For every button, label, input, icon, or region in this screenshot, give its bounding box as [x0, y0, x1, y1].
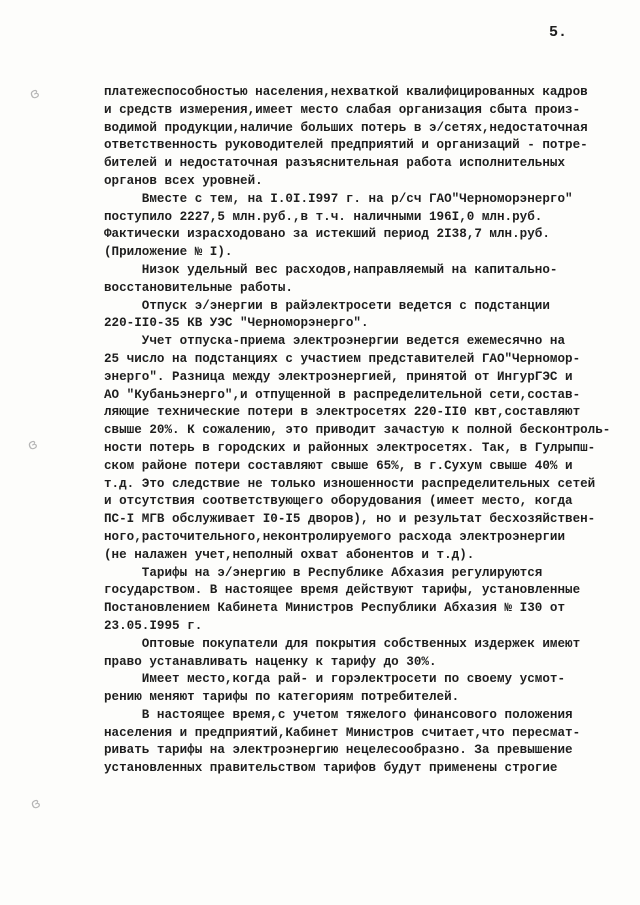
text-line: т.д. Это следствие не только изношенности распределительных сетей: [104, 476, 596, 491]
text-line: и отсутствия соответствующего оборудования (имеет место, когда: [104, 494, 573, 509]
text-line: 220-II0-35 КВ УЭС "Черноморэнерго".: [104, 316, 369, 331]
text-line: свыше 20%. К сожалению, это приводит зачастую к полной бесконтроль-: [104, 423, 611, 438]
text-line: 25 число на подстанциях с участием представителей ГАО"Черномор-: [104, 351, 581, 366]
text-line: восстановительные работы.: [104, 280, 293, 295]
text-line: ного,расточительного,неконтролируемого расхода электроэнергии: [104, 529, 566, 544]
body-text: [104, 84, 611, 778]
text-line: Имеет место,когда рай- и горэлектросети по своему усмот-: [104, 672, 566, 687]
text-line: 23.05.I995 г.: [104, 618, 203, 633]
text-line: Постановлением Кабинета Министров Республики Абхазия № I30 от: [104, 601, 566, 616]
text-line: ответственность руководителей предприятий и организаций - потре-: [104, 138, 588, 153]
page-number: 5.: [549, 24, 568, 41]
text-line: АО "Кубаньэнерго",и отпущенной в распределительной сети,состав-: [104, 387, 581, 402]
text-line: В настоящее время,с учетом тяжелого финансового положения: [104, 707, 573, 722]
text-line: ляющие технические потери в электросетях 220-II0 квт,составляют: [104, 405, 581, 420]
text-line: (Приложение № I).: [104, 245, 233, 260]
text-line: Низок удельный вес расходов,направляемый на капитально-: [104, 262, 558, 277]
margin-scribble: ɞ: [27, 84, 43, 104]
text-line: Тарифы на э/энергию в Республике Абхазия регулируются: [104, 565, 543, 580]
text-line: Вместе с тем, на I.0I.I997 г. на р/сч ГАО"Черноморэнерго": [104, 191, 573, 206]
text-line: рению меняют тарифы по категориям потребителей.: [104, 690, 460, 705]
text-line: ском районе потери составляют свыше 65%, в г.Сухум свыше 40% и: [104, 458, 573, 473]
text-line: энерго". Разница между электроэнергией, принятой от ИнгурГЭС и: [104, 369, 573, 384]
text-line: Фактически израсходовано за истекший период 2I38,7 млн.руб.: [104, 227, 550, 242]
text-line: и средств измерения,имеет место слабая организация сбыта произ-: [104, 102, 581, 117]
margin-scribble: ɞ: [25, 435, 41, 455]
text-line: ПС-I МГВ обслуживает I0-I5 дворов), но и результат бесхозяйствен-: [104, 512, 596, 527]
text-line: право устанавливать наценку к тарифу до 30%.: [104, 654, 437, 669]
text-line: водимой продукции,наличие больших потерь в э/сетях,недостаточная: [104, 120, 588, 135]
margin-scribble: ɞ: [28, 794, 44, 814]
text-line: (не налажен учет,неполный охват абонентов и т.д).: [104, 547, 475, 562]
text-line: установленных правительством тарифов будут применены строгие: [104, 761, 558, 776]
text-line: населения и предприятий,Кабинет Министров считает,что пересмат-: [104, 725, 581, 740]
text-line: поступило 2227,5 млн.руб.,в т.ч. наличными 196I,0 млн.руб.: [104, 209, 543, 224]
text-line: органов всех уровней.: [104, 173, 263, 188]
text-line: ривать тарифы на электроэнергию нецелесообразно. За превышение: [104, 743, 573, 758]
text-line: Отпуск э/энергии в райэлектросети ведется с подстанции: [104, 298, 550, 313]
text-line: Оптовые покупатели для покрытия собственных издержек имеют: [104, 636, 581, 651]
text-line: Учет отпуска-приема электроэнергии ведется ежемесячно на: [104, 334, 566, 349]
text-line: платежеспособностью населения,нехваткой квалифицированных кадров: [104, 85, 588, 99]
text-line: ности потерь в городских и районных электросетях. Так, в Гулрыпш-: [104, 440, 596, 455]
text-line: бителей и недостаточная разъяснительная работа исполнительных: [104, 156, 566, 171]
text-line: государством. В настоящее время действуют тарифы, установленные: [104, 583, 581, 598]
